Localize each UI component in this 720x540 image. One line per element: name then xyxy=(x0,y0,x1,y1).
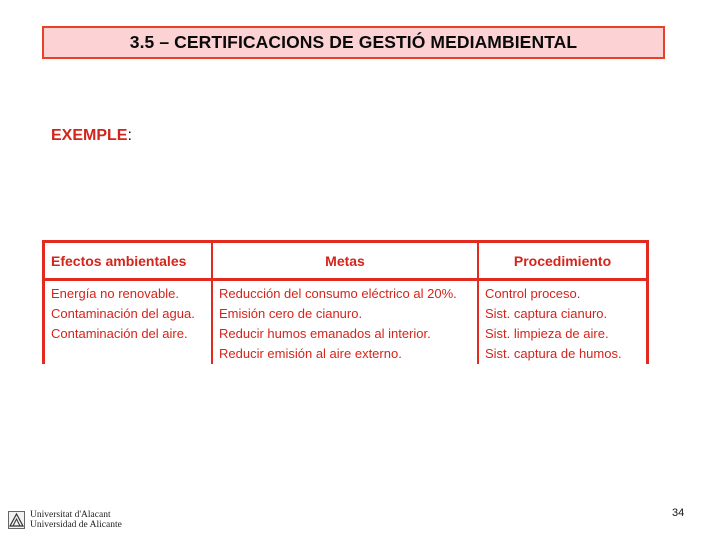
page-number: 34 xyxy=(672,507,685,519)
university-logo xyxy=(8,510,122,530)
list-item: Sist. captura de humos. xyxy=(485,346,622,361)
list-item: Energía no renovable. xyxy=(51,286,179,301)
cell-efectos xyxy=(45,280,212,365)
university-emblem-icon xyxy=(8,511,25,529)
list-item: Reducir humos emanados al interior. xyxy=(219,326,431,341)
header-metas: Metas xyxy=(212,243,478,280)
list-item: Control proceso. xyxy=(485,286,581,301)
list-item: Reducir emisión al aire externo. xyxy=(219,346,402,361)
table-header-row xyxy=(45,243,646,280)
effects-table-frame xyxy=(42,240,649,364)
effects-table xyxy=(45,243,646,364)
table-row xyxy=(45,280,646,365)
logo-line-1: Universitat d'Alacant xyxy=(30,510,111,520)
slide-title-box xyxy=(42,26,665,59)
cell-metas xyxy=(212,280,478,365)
slide-title: 3.5 – CERTIFICACIONS DE GESTIÓ MEDIAMBIENTAL xyxy=(129,32,578,52)
cell-procedimiento xyxy=(478,280,646,365)
list-item: Reducción del consumo eléctrico al 20%. xyxy=(219,286,457,301)
list-item: Emisión cero de cianuro. xyxy=(219,306,363,321)
header-efectos: Efectos ambientales xyxy=(45,243,212,280)
list-item: Sist. captura cianuro. xyxy=(485,306,608,321)
header-procedimiento: Procedimiento xyxy=(478,243,646,280)
example-word: EXEMPLE xyxy=(51,127,128,144)
list-item: Contaminación del agua. xyxy=(51,306,195,321)
example-label xyxy=(51,127,132,145)
list-item: Contaminación del aire. xyxy=(51,326,188,341)
logo-line-2: Universidad de Alicante xyxy=(30,520,122,530)
list-item: Sist. limpieza de aire. xyxy=(485,326,609,341)
example-colon: : xyxy=(127,127,132,144)
